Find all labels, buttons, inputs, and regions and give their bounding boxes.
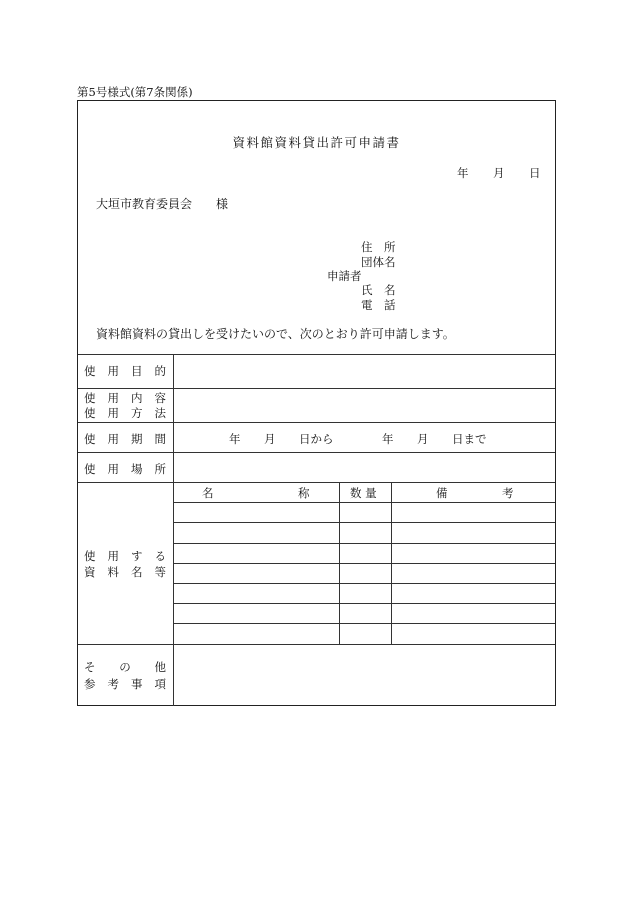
materials-label-1: 使 用 す る bbox=[84, 549, 166, 563]
period-start-day: 日から bbox=[299, 432, 334, 446]
organization-label: 団体名 bbox=[361, 255, 396, 269]
header-remarks-b: 考 bbox=[502, 486, 514, 500]
address-label: 住 所 bbox=[361, 240, 396, 254]
period-end-day: 日まで bbox=[452, 432, 487, 446]
divider bbox=[78, 354, 555, 355]
addressee: 大垣市教育委員会 様 bbox=[96, 197, 229, 211]
divider bbox=[173, 623, 555, 624]
application-form bbox=[77, 100, 556, 706]
divider bbox=[78, 644, 555, 645]
applicant-label: 申請者 bbox=[327, 269, 362, 283]
request-statement: 資料館資料の貸出しを受けたいので、次のとおり許可申請します。 bbox=[96, 327, 455, 341]
header-name-a: 名 bbox=[202, 486, 214, 500]
divider bbox=[78, 388, 555, 389]
other-label-2: 参 考 事 項 bbox=[84, 677, 166, 691]
usage-content-label: 使 用 内 容 bbox=[84, 391, 166, 405]
place-label: 使 用 場 所 bbox=[84, 462, 166, 476]
usage-method-label: 使 用 方 法 bbox=[84, 406, 166, 420]
period-end-month: 月 bbox=[417, 432, 429, 446]
divider bbox=[78, 452, 555, 453]
header-name-b: 称 bbox=[298, 486, 310, 500]
divider bbox=[173, 543, 555, 544]
divider bbox=[173, 522, 555, 523]
period-start-month: 月 bbox=[264, 432, 276, 446]
divider bbox=[173, 354, 174, 706]
header-quantity: 数 量 bbox=[350, 486, 377, 500]
date-day-label: 日 bbox=[529, 166, 541, 180]
divider bbox=[78, 422, 555, 423]
name-label: 氏 名 bbox=[361, 283, 396, 297]
divider bbox=[173, 563, 555, 564]
form-number-label: 第5号様式(第7条関係) bbox=[77, 85, 193, 99]
other-label-1: そ の 他 bbox=[84, 660, 166, 674]
date-year-label: 年 bbox=[457, 166, 469, 180]
divider bbox=[173, 603, 555, 604]
phone-label: 電 話 bbox=[361, 298, 396, 312]
purpose-label: 使 用 目 的 bbox=[84, 364, 166, 378]
period-label: 使 用 期 間 bbox=[84, 432, 166, 446]
header-remarks-a: 備 bbox=[436, 486, 448, 500]
divider bbox=[173, 502, 555, 503]
materials-label-2: 資 料 名 等 bbox=[84, 565, 166, 579]
divider bbox=[78, 482, 555, 483]
divider bbox=[173, 583, 555, 584]
period-start-year: 年 bbox=[229, 432, 241, 446]
form-title: 資料館資料貸出許可申請書 bbox=[232, 135, 401, 150]
date-month-label: 月 bbox=[493, 166, 505, 180]
period-end-year: 年 bbox=[382, 432, 394, 446]
